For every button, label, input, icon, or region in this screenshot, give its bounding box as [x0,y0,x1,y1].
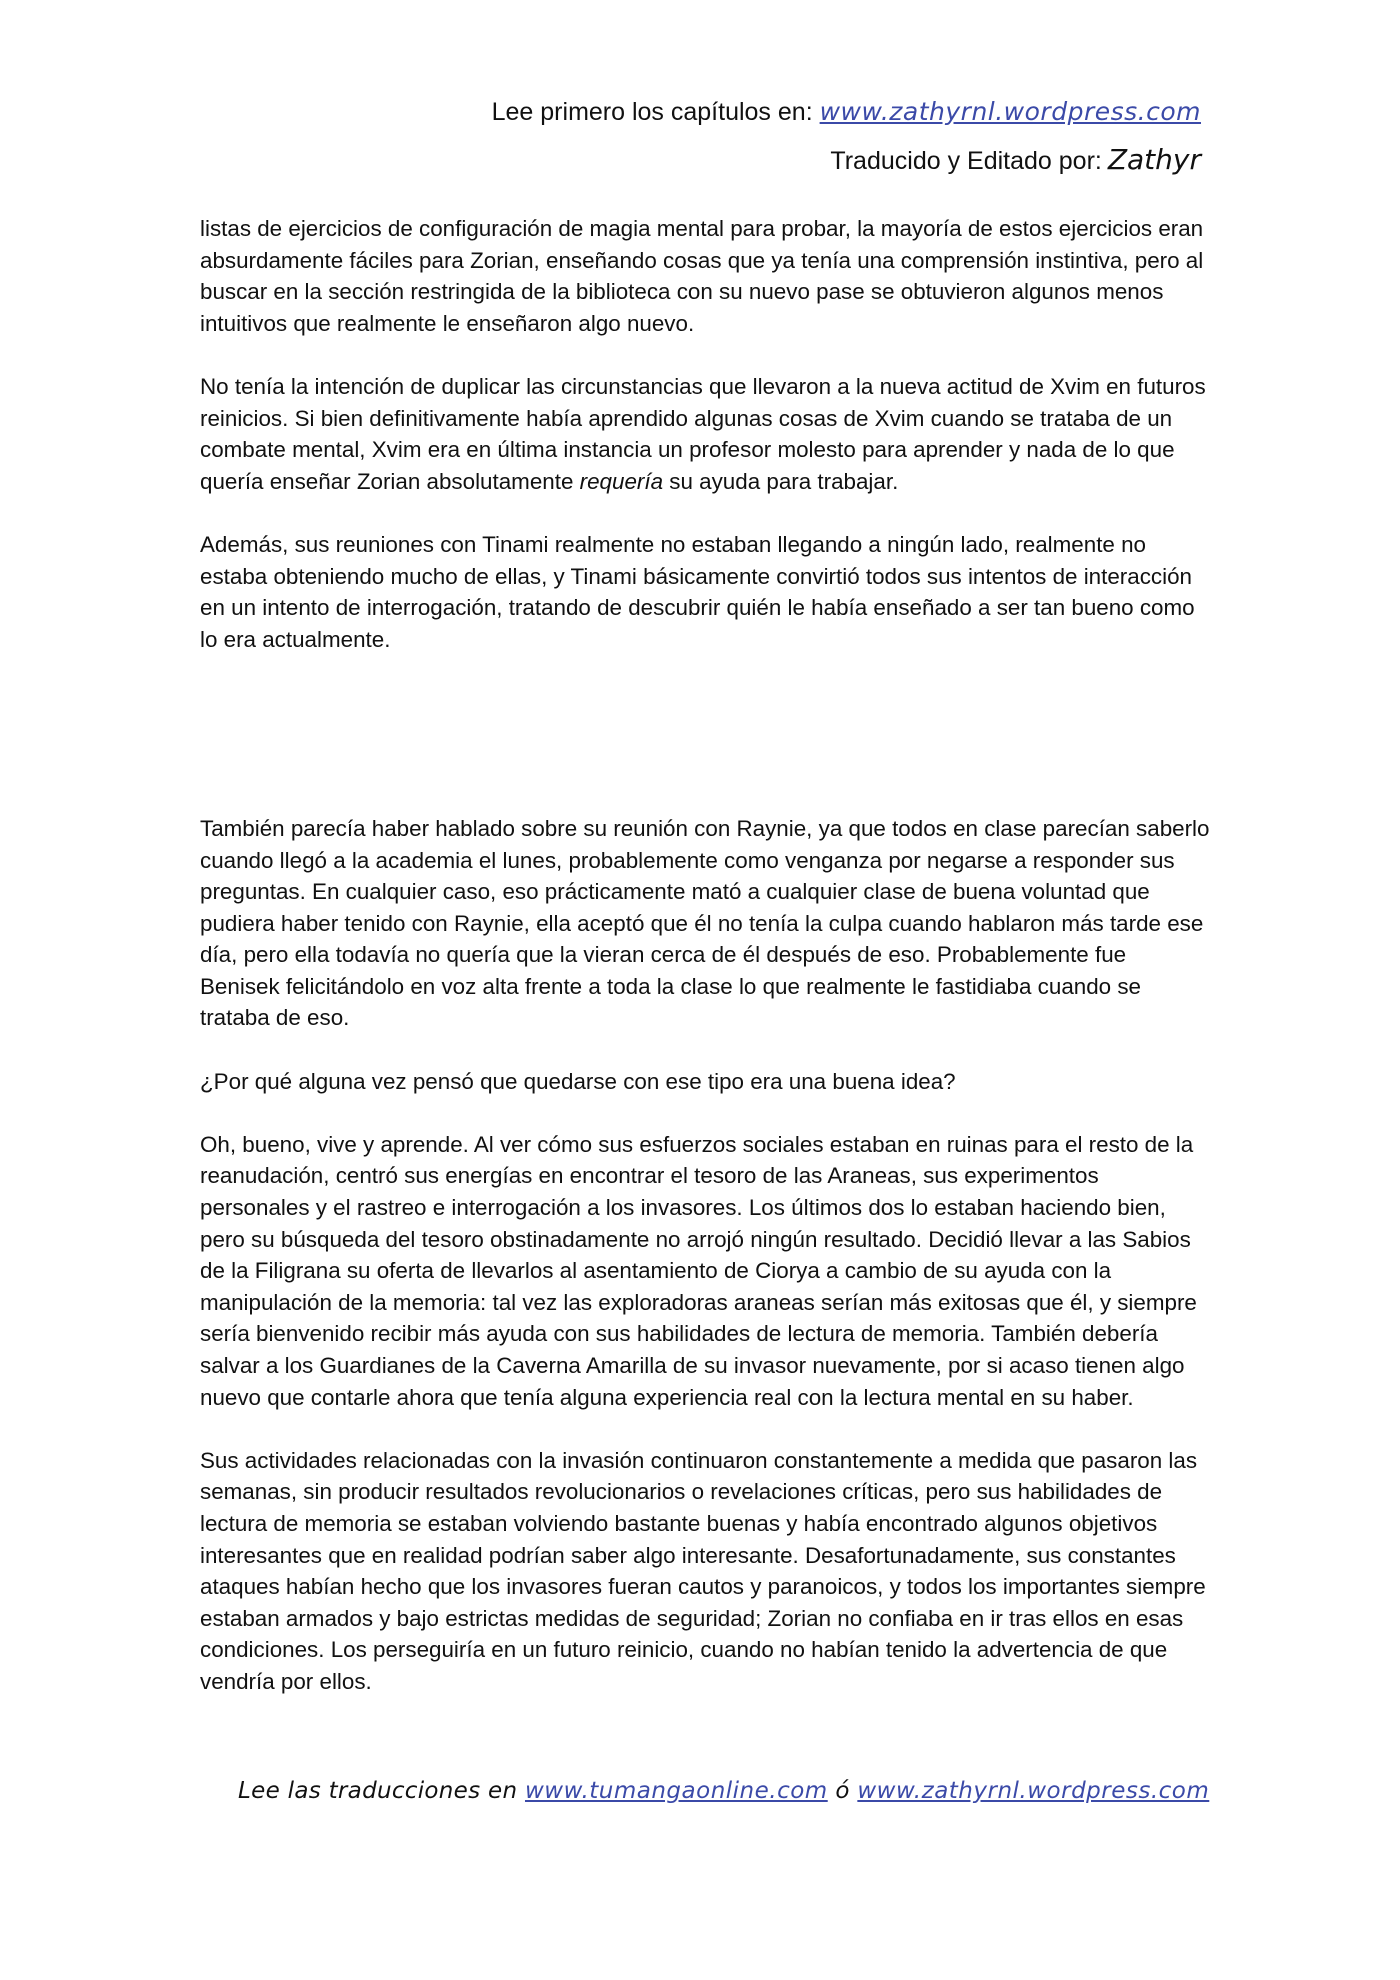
footer-text: Lee las traducciones en [238,1778,518,1804]
page-footer [238,1778,1209,1804]
emphasis-text: requería [579,468,664,494]
document-body [200,213,1210,1729]
paragraph [200,371,1210,497]
header-translator-line [492,136,1201,185]
paragraph: Sus actividades relacionadas con la invasión continuaron constantemente a medida que pasaron las semanas, sin producir resultados revolucionarios o revelaciones críticas, pero sus habilidades de lectura de memoria se estaban volviendo bastante buenas y había encontrado algunos objetivos interesantes que en realidad podrían saber algo interesante. Desafortunadamente, sus constantes ataques habían hecho que los invasores fueran cautos y paranoicos, y todos los importantes siempre estaban armados y bajo estrictas medidas de seguridad; Zorian no confiaba en ir tras ellos en esas condiciones. Los perseguiría en un futuro reinicio, cuando no habían tenido la advertencia de que vendría por ellos. [200,1447,1206,1694]
header-wordpress-link[interactable]: www.zathyrnl.wordpress.com [819,97,1201,126]
paragraph: Además, sus reuniones con Tinami realmente no estaban llegando a ningún lado, realmente no estaba obteniendo mucho de ellas, y Tinami básicamente convirtió todos sus intentos de interacción en un intento de interrogación, tratando de descubrir quién le había enseñado a ser tan bueno como lo era actualmente. [200,531,1195,652]
footer-separator: ó [835,1778,850,1804]
footer-wordpress-link[interactable]: www.zathyrnl.wordpress.com [857,1778,1210,1804]
paragraph: ¿Por qué alguna vez pensó que quedarse con ese tipo era una buena idea? [200,1068,956,1094]
paragraph: También parecía haber hablado sobre su reunión con Raynie, ya que todos en clase parecían saberlo cuando llegó a la academia el lunes, probablemente como venganza por negarse a responder sus preguntas. En cualquier caso, eso prácticamente mató a cualquier clase de buena voluntad que pudiera haber tenido con Raynie, ella aceptó que él no tenía la culpa cuando hablaron más tarde ese día, pero ella todavía no quería que la vieran cerca de él después de eso. Probablemente fue Benisek felicitándolo en voz alta frente a toda la clase lo que realmente le fastidiaba cuando se trataba de eso. [200,815,1210,1031]
page-header [492,88,1201,185]
header-read-first-text: Lee primero los capítulos en: [491,98,813,126]
paragraph: listas de ejercicios de configuración de magia mental para probar, la mayoría de estos ejercicios eran absurdamente fáciles para Zorian, enseñando cosas que ya tenía una comprensión instintiva, pero al buscar en la sección restringida de la biblioteca con su nuevo pase se obtuvieron algunos menos intuitivos que realmente le enseñaron algo nuevo. [200,216,1204,336]
paragraph-text: su ayuda para trabajar. [663,468,899,494]
header-translator-text: Traducido y Editado por: [830,147,1102,175]
translator-name: Zathyr [1107,143,1201,176]
footer-tumangaonline-link[interactable]: www.tumangaonline.com [524,1778,828,1804]
paragraph-text: No tenía la intención de duplicar las circunstancias que llevaron a la nueva actitud de Xvim en futuros reinicios. Si bien definitivamente había aprendido algunas cosas de Xvim cuando se trataba de un combate mental, Xvim era en última instancia un profesor molesto para aprender y nada de lo que quería enseñar Zorian absolutamente [200,373,1206,494]
section-gap [200,687,1210,813]
header-read-first-line [492,88,1201,136]
paragraph: Oh, bueno, vive y aprende. Al ver cómo sus esfuerzos sociales estaban en ruinas para el resto de la reanudación, centró sus energías en encontrar el tesoro de las Araneas, sus experimentos personales y el rastreo e interrogación a los invasores. Los últimos dos lo estaban haciendo bien, pero su búsqueda del tesoro obstinadamente no arrojó ningún resultado. Decidió llevar a las Sabios de la Filigrana su oferta de llevarlos al asentamiento de Ciorya a cambio de su ayuda con la manipulación de la memoria: tal vez las exploradoras araneas serían más exitosas que él, y siempre sería bienvenido recibir más ayuda con sus habilidades de lectura de memoria. También debería salvar a los Guardianes de la Caverna Amarilla de su invasor nuevamente, por si acaso tienen algo nuevo que contarle ahora que tenía alguna experiencia real con la lectura mental en su haber. [200,1131,1197,1410]
